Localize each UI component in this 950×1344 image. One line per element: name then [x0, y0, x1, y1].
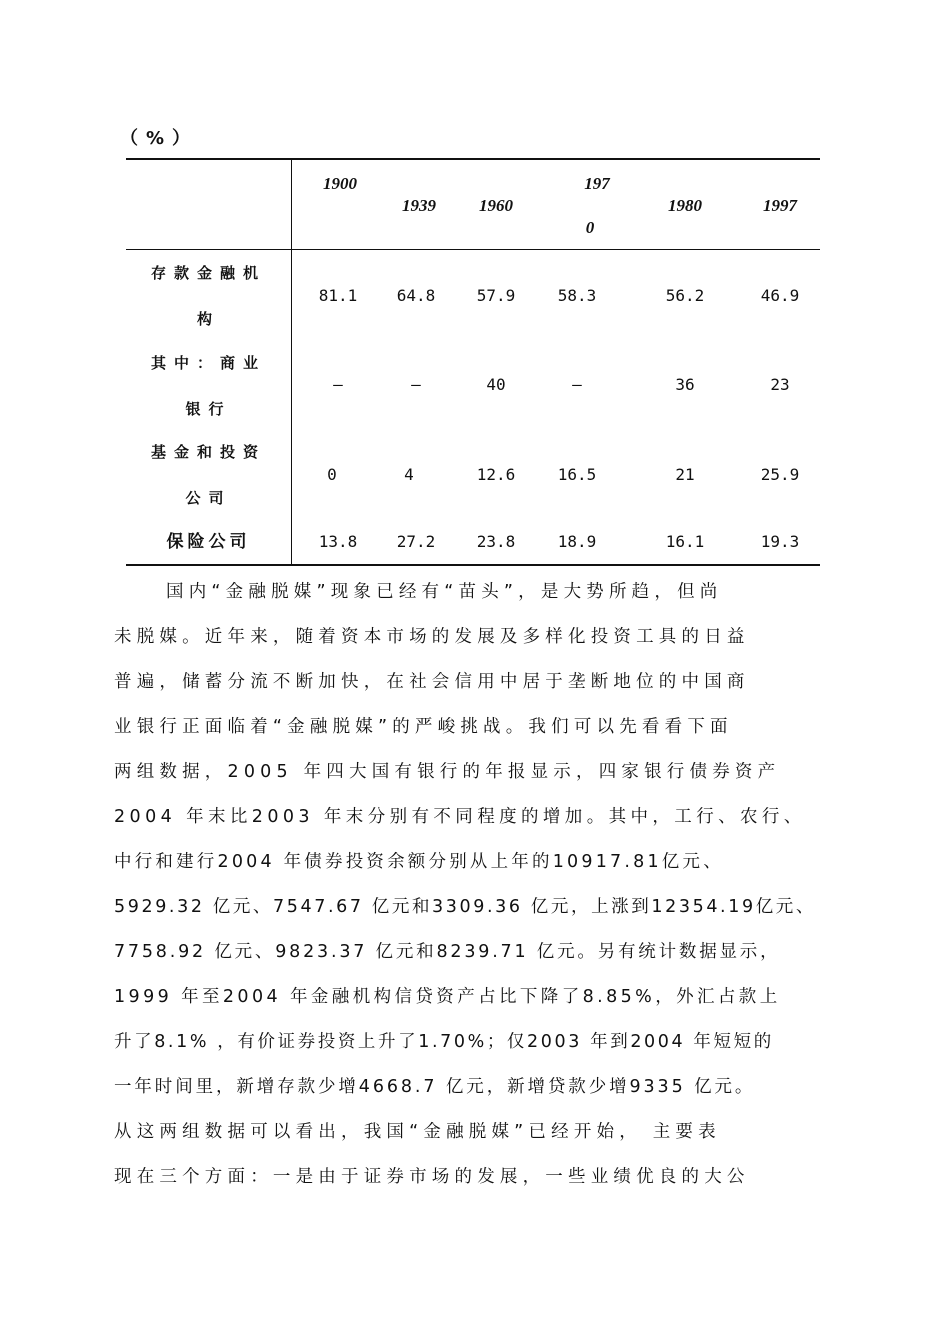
table-cell: 46.9	[760, 286, 800, 305]
table-cell: —	[333, 375, 343, 394]
table-cell: 36	[675, 375, 695, 394]
year-1970-part2: 0	[585, 218, 595, 237]
table-cell: 4	[404, 465, 414, 484]
table-cell: 64.8	[396, 286, 436, 305]
paragraph-line: 两组数据，2005 年四大国有银行的年报显示，四家银行债券资产	[114, 762, 781, 782]
table-cell: —	[572, 375, 582, 394]
table-cell: 16.1	[665, 532, 705, 551]
table-cell: 0	[327, 465, 337, 484]
year-1900: 1900	[323, 174, 357, 193]
row-label-line: 基金和投资	[150, 443, 266, 461]
table-cell: 40	[486, 375, 506, 394]
table-cell: 58.3	[557, 286, 597, 305]
paragraph-line: 未脱媒。近年来，随着资本市场的发展及多样化投资工具的日益	[114, 627, 750, 647]
paragraph-line: 7758.92 亿元、9823.37 亿元和8239.71 亿元。另有统计数据显示，	[114, 942, 781, 962]
year-1997: 1997	[763, 196, 797, 215]
table-cell: 56.2	[665, 286, 705, 305]
table-cell: —	[411, 375, 421, 394]
row-label-commercial-banks	[126, 340, 291, 432]
paragraph-line: 一年时间里，新增存款少增4668.7 亿元，新增贷款少增9335 亿元。	[114, 1077, 756, 1097]
table-cell: 19.3	[760, 532, 800, 551]
paragraph-line: 升了8.1% ，有价证券投资上升了1.70%；仅2003 年到2004 年短短的	[114, 1032, 774, 1052]
table-cell: 18.9	[557, 532, 597, 551]
table-cell: 57.9	[476, 286, 516, 305]
paragraph-line: 普遍，储蓄分流不断加快，在社会信用中居于垄断地位的中国商	[114, 672, 750, 692]
paragraph-line: 中行和建行2004 年债券投资余额分别从上年的10917.81亿元、	[114, 852, 724, 872]
table-cell: 13.8	[318, 532, 358, 551]
row-label-insurance	[126, 519, 291, 565]
row-label-funds-investment	[126, 429, 291, 521]
row-label-line: 银行	[185, 400, 232, 418]
year-1980: 1980	[668, 196, 702, 215]
paragraph-line: 2004 年末比2003 年末分别有不同程度的增加。其中，工行、农行、	[114, 807, 806, 827]
paragraph-line: 国内“金融脱媒”现象已经有“苗头”，是大势所趋，但尚	[166, 582, 723, 602]
table-cell: 25.9	[760, 465, 800, 484]
table-cell: 81.1	[318, 286, 358, 305]
row-label-line: 存款金融机	[150, 264, 266, 282]
row-label-line: 保险公司	[166, 532, 251, 552]
table-column-divider	[291, 160, 292, 564]
paragraph-line: 从这两组数据可以看出，我国“金融脱媒”已经开始， 主要表	[114, 1122, 721, 1142]
year-1939: 1939	[402, 196, 436, 215]
row-label-line: 公司	[185, 489, 232, 507]
year-1970-part1: 197	[584, 174, 610, 193]
table-cell: 23	[770, 375, 790, 394]
paragraph-line: 现在三个方面：一是由于证券市场的发展，一些业绩优良的大公	[114, 1167, 750, 1187]
year-1960: 1960	[479, 196, 513, 215]
row-label-line: 其中：商业	[150, 354, 266, 372]
table-cell: 27.2	[396, 532, 436, 551]
unit-label: （%）	[120, 128, 199, 149]
table-cell: 23.8	[476, 532, 516, 551]
row-label-line: 构	[196, 310, 220, 328]
row-label-deposit-institutions	[126, 250, 291, 342]
table-cell: 21	[675, 465, 695, 484]
table-cell: 12.6	[476, 465, 516, 484]
table-top-rule	[126, 158, 820, 160]
paragraph-line: 1999 年至2004 年金融机构信贷资产占比下降了8.85%，外汇占款上	[114, 987, 781, 1007]
paragraph-line: 5929.32 亿元、7547.67 亿元和3309.36 亿元，上涨到12354.19亿元、	[114, 897, 816, 917]
table-cell: 16.5	[557, 465, 597, 484]
paragraph-line: 业银行正面临着“金融脱媒”的严峻挑战。我们可以先看看下面	[114, 717, 733, 737]
